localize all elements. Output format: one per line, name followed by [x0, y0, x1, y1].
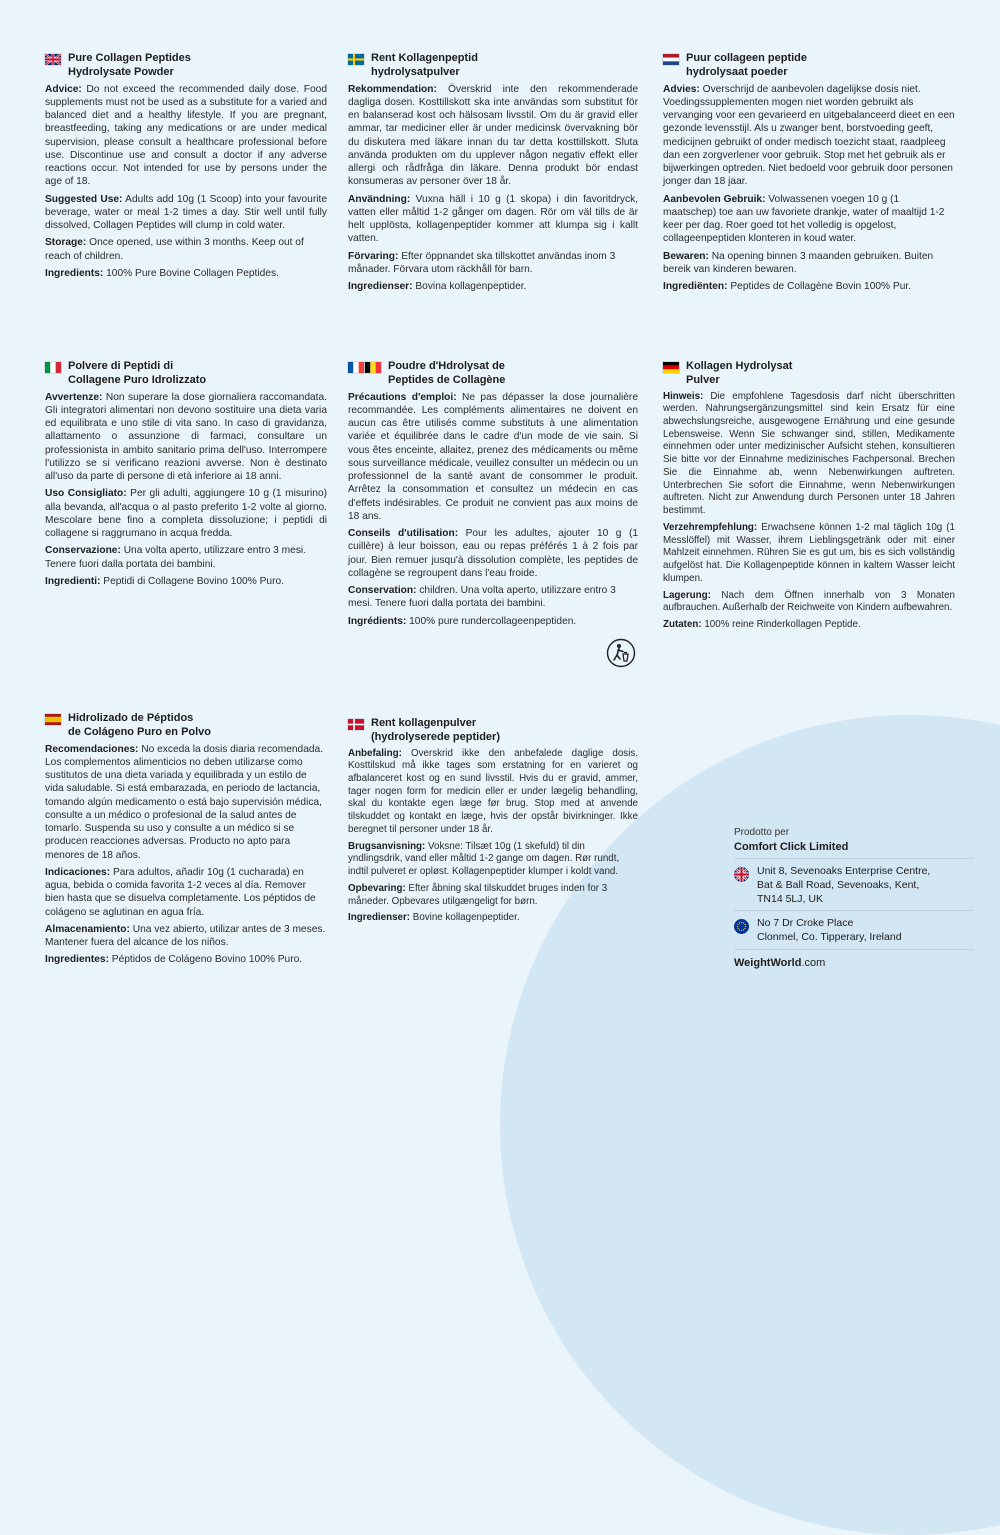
panel-title: Rent kollagenpulver (hydrolyserede peptider)	[371, 717, 500, 743]
panel-english	[45, 52, 327, 284]
uk-address: Unit 8, Sevenoaks Enterprise Centre, Bat & Ball Road, Sevenoaks, Kent, TN14 5LJ, UK	[734, 865, 974, 906]
uk-flag-icon	[45, 54, 61, 65]
sweden-flag-icon	[348, 54, 364, 65]
manufacturer-block	[734, 826, 974, 970]
ingredients-section: Zutaten: 100% reine Rinderkollagen Peptide.	[663, 618, 861, 630]
usage-section: Uso Consigliato: Per gli adulti, aggiungere 10 g (1 misurino) alla bevanda, all'acqua o al pasto preferito 1-2 volte al giorno. Mescolare bene fino a completa dissoluzione; i peptidi di collagene si raggrumano in acqua fredda.	[45, 488, 327, 539]
uk-flag-icon	[734, 867, 749, 882]
panel-title: Rent Kollagenpeptid hydrolysatpulver	[371, 52, 478, 78]
storage-section: Opbevaring: Efter åbning skal tilskuddet bruges inden for 3 måneder. Opbevares utilgængeligt for børn.	[348, 882, 608, 907]
advice-section: Hinweis: Die empfohlene Tagesdosis darf nicht überschritten werden. Nahrungsergänzungsmittel sind kein Ersatz für eine abwechslungsreiche, ausgewogene Ernährung und eine gesunde Lebensweise. Wenn Sie schwanger sind, stillen, Medikamente einnehmen oder unter medizinischer Aufsicht stehen, konsultieren Sie bitte vor der Einnahme medizinisches Fachpersonal. Brechen Sie die Einnahme ab, wenn Nebenwirkungen auftreten. Unterbrechen Sie sofort die Einnahme, wenn Nebenwirkungen auftreten. Nicht zur Anwendung durch Personen unter 18 Jahren bestimmt.	[663, 390, 955, 517]
advice-section: Rekommendation: Överskrid inte den rekommenderade dagliga dosen. Kosttillskott ska inte användas som substitut för en balanserad kost och hälsosam livsstil. Om du är gravid eller ammar, tar mediciner eller är under medicinsk övervakning bör du diskutera med läkare innan du tar detta kosttillskott. Sluta använda produkten om du upplever någon negativ effekt eller allergi och rådfråga din läkare. Denna produkt bör endast konsumeras av personer över 18 år.	[348, 83, 638, 188]
storage-section: Storage: Once opened, use within 3 months. Keep out of reach of children.	[45, 237, 304, 262]
panel-dutch	[663, 52, 955, 297]
eu-flag-icon	[734, 919, 749, 934]
panel-swedish	[348, 52, 638, 297]
advice-section: Advice: Do not exceed the recommended daily dose. Food supplements must not be used as a substitute for a varied and balanced diet and a healthy lifestyle. If you are pregnant, breastfeeding, taking any medications or are under medical supervision, please consult a healthcare professional before use. Discontinue use and consult a doctor if any adverse reactions occur. Not intended for use by persons under the age of 18.	[45, 83, 327, 188]
storage-section: Conservation: children. Una volta aperto, utilizzare entro 3 mesi. Tenere fuori dalla portata dei bambini.	[348, 585, 616, 610]
netherlands-flag-icon	[663, 54, 679, 65]
germany-flag-icon	[663, 362, 679, 373]
usage-section: Indicaciones: Para adultos, añadir 10g (1 cucharada) en agua, bebida o comida favorita 1-2 veces al día. Remover bien hasta que se disuelva completamente. Los péptidos de colágeno se aglutinan en agua fría.	[45, 866, 316, 918]
storage-section: Lagerung: Nach dem Öffnen innerhalb von 3 Monaten aufbrauchen. Außerhalb der Reichweite von Kindern aufbewahren.	[663, 589, 955, 614]
company-name: Comfort Click Limited	[734, 841, 849, 853]
ingredients-section: Ingredienser: Bovine kollagenpeptider.	[348, 912, 520, 924]
storage-section: Bewaren: Na opening binnen 3 maanden gebruiken. Buiten bereik van kinderen bewaren.	[663, 250, 934, 275]
ingredients-section: Ingrediënten: Peptides de Collagène Bovin 100% Pur.	[663, 281, 912, 292]
panel-italian	[45, 360, 327, 592]
advice-section: Précautions d'emploi: Ne pas dépasser la dose journalière recommandée. Les compléments alimentaires ne doivent en aucun cas être utilisés comme substituts à une alimentation variée et équilibrée dans le cadre d'un mode de vie sain. Si vous êtes enceinte, allaitez, prenez des médicaments ou même sous surveillance médicale, veuillez consulter un médecin ou un professionnel de la santé avant de consommer le produit. Arrêtez la consommation et consultez un médecin en cas d'effets indésirables. Ce produit ne convient pas aux moins de 18 ans.	[348, 391, 638, 522]
denmark-flag-icon	[348, 719, 364, 730]
storage-section: Almacenamiento: Una vez abierto, utilizar antes de 3 meses. Mantener fuera del alcance de los niños.	[45, 923, 326, 948]
panel-title: Poudre d'Hdrolysat de Peptides de Collagène	[388, 360, 506, 386]
brand-name: WeightWorld.com	[734, 956, 826, 969]
panel-german	[663, 360, 955, 636]
usage-section: Verzehrempfehlung: Erwachsene können 1-2 mal täglich 10g (1 Messlöffel) mit Wasser, ihrem Lieblingsgetränk oder mit einer Mahlzeit einnehmen. Rühren Sie es gut um, bis es sich vollständig aufgelöst hat. Die Kollagenpeptide können in kaltem Wasser leicht klumpen.	[663, 521, 955, 584]
usage-section: Användning: Vuxna häll i 10 g (1 skopa) i din favoritdryck, vatten eller måltid 1-2 gånger om dagen. Rör om väl tills de är helt upplösta, kollagenpeptider kommer att klumpa sig i kallt vatten.	[348, 193, 638, 245]
storage-section: Förvaring: Efter öppnandet ska tillskottet användas inom 3 månader. Förvara utom räckhåll för barn.	[348, 250, 616, 275]
ingredients-section: Ingredientes: Péptidos de Colágeno Bovino 100% Puro.	[45, 954, 303, 966]
divider	[734, 858, 974, 859]
panel-title: Kollagen Hydrolysat Pulver	[686, 360, 793, 386]
usage-section: Aanbevolen Gebruik: Volwassenen voegen 10 g (1 maatschep) toe aan uw favoriete drankje, water of maaltijd 1-2 keer per dag. Roer goed tot het volledig is opgelost, collageenpeptiden klonteren in koud water.	[663, 193, 945, 245]
manufacturer-label: Prodotto per	[734, 827, 790, 838]
advice-section: Anbefaling: Overskrid ikke den anbefalede daglige dosis. Kosttilskud må ikke tages som erstatning for en varieret og afbalanceret kost og en sund livsstil. Hvis du er gravid, ammer, tager nogen form for medicin eller er under lægelig behandling, skal du kontakte egen læge før brug. Stop med at anvende tilskuddet og kontakt en læge, hvis der opstår bivirkninger. Ikke beregnet til personer under 18 år.	[348, 747, 638, 835]
panel-title: Polvere di Peptidi di Collagene Puro Idrolizzato	[68, 360, 207, 386]
panel-danish	[348, 717, 638, 929]
usage-section: Suggested Use: Adults add 10g (1 Scoop) into your favourite beverage, water or meal 1-2 times a day. Stir well until fully dissolved, Collagen Peptides will clump in cold water.	[45, 193, 327, 231]
storage-section: Conservazione: Una volta aperto, utilizzare entro 3 mesi. Tenere fuori dalla portata dei bambini.	[45, 545, 307, 570]
france-flag-icon	[348, 362, 364, 373]
panel-spanish	[45, 712, 327, 971]
panel-french	[348, 360, 638, 632]
usage-section: Conseils d'utilisation: Pour les adultes, ajouter 10 g (1 cuillère) à leur boisson, eau ou repas préférés 1 à 2 fois par jour. Bien remuer jusqu'à dissolution complète, les peptides de collagène se regroupent dans l'eau froide.	[348, 528, 638, 579]
ingredients-section: Ingredients: 100% Pure Bovine Collagen Peptides.	[45, 267, 279, 279]
panel-title: Pure Collagen Peptides Hydrolysate Powder	[68, 52, 191, 78]
divider	[734, 910, 974, 911]
advice-section: Avvertenze: Non superare la dose giornaliera raccomandata. Gli integratori alimentari non devono sostituire una dieta varia ed equilibrata e uno stile di vita sano. In caso di gravidanza, allattamento o assunzione di farmaci, consultare un professionista in ambito sanitario prima dell'uso. Interrompere l'utilizzo se si verificano reazioni avverse. Non è destinato all'uso da parte di persone di età inferiore ai 18 anni.	[45, 391, 327, 482]
ingredients-section: Ingrédients: 100% pure rundercollageenpeptiden.	[348, 615, 577, 627]
usage-section: Brugsanvisning: Voksne: Tilsæt 10g (1 skefuld) til din yndlingsdrik, vand eller måltid 1-2 gange om dagen. Rør rundt, indtil pulveret er opløst. Kollagenpeptider klumper i koldt vand.	[348, 840, 620, 878]
advice-section: Advies: Overschrijd de aanbevolen dagelijkse dosis niet. Voedingssupplementen mogen niet worden gebruikt als vervanging voor een gevarieerd en uitgebalanceerd dieet en een gezonde levensstijl. Als u zwanger bent, borstvoeding geeft, medicijnen gebruikt of onder medisch toezicht staat, raadpleeg dan een zorgverlener voor gebruik. Stop met het gebruik als er bijwerkingen optreden. Niet bedoeld voor gebruik door personen jonger dan 18 jaar.	[663, 83, 955, 188]
belgium-flag-icon	[365, 362, 381, 373]
ingredients-section: Ingredienser: Bovina kollagenpeptider.	[348, 281, 527, 292]
divider	[734, 949, 974, 950]
panel-title: Hidrolizado de Péptidos de Colágeno Puro en Polvo	[68, 712, 212, 738]
spain-flag-icon	[45, 714, 61, 725]
panel-title: Puur collageen peptide hydrolysaat poeder	[686, 52, 808, 78]
eu-address: No 7 Dr Croke Place Clonmel, Co. Tipperary, Ireland	[734, 917, 974, 944]
advice-section: Recomendaciones: No exceda la dosis diaria recomendada. Los complementos alimenticios no deben utilizarse como sustitutos de una dieta variada y equilibrada y un estilo de vida saludable. Si está embarazada, en periodo de lactancia, tomando algún medicamento o está bajo supervisión médica, consulte a un médico o profesional de la salud antes de tomarlo. Suspenda su uso y consulte a un médico si se producen reacciones adversas. Producto no apto para menores de 18 años.	[45, 743, 324, 861]
ingredients-section: Ingredienti: Peptidi di Collagene Bovino 100% Puro.	[45, 575, 284, 587]
italy-flag-icon	[45, 362, 61, 373]
tidyman-recycle-icon	[606, 638, 636, 668]
